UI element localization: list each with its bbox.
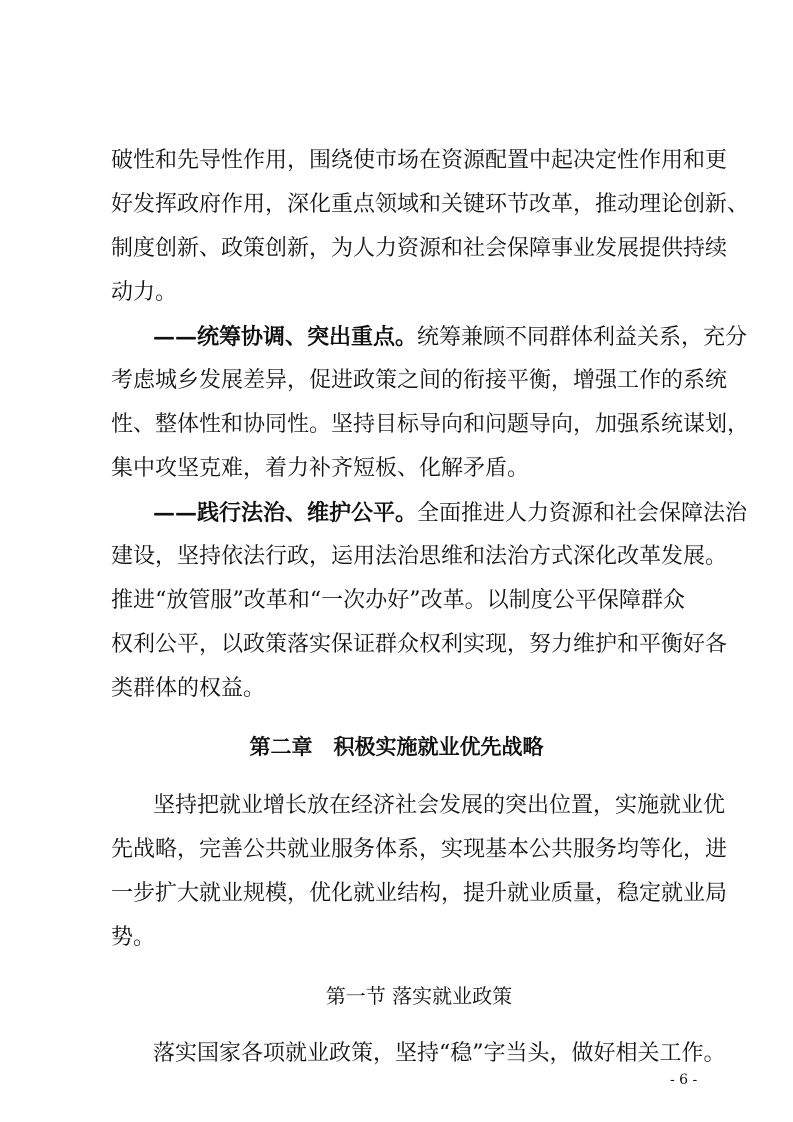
bold-lead: ——践行法治、维护公平。 xyxy=(153,500,418,526)
paragraph-text: 全面推进人力资源和社会保障法治 xyxy=(417,501,748,526)
paragraph-text: 坚持把就业增长放在经济社会发展的突出位置，实施就业优 xyxy=(153,793,726,818)
paragraph-line xyxy=(111,324,748,351)
paragraph-line: 考虑城乡发展差异，促进政策之间的衔接平衡，增强工作的系统 xyxy=(111,368,728,393)
paragraph-text: 落实国家各项就业政策，坚持“稳”字当头，做好相关工作。 xyxy=(153,1041,726,1066)
paragraph-line: 动力。 xyxy=(111,280,178,305)
paragraph-line: 类群体的权益。 xyxy=(111,676,266,701)
paragraph-line: 破性和先导性作用，围绕使市场在资源配置中起决定性作用和更 xyxy=(111,148,728,173)
section-title: 第一节 落实就业政策 xyxy=(325,984,513,1008)
paragraph-line: 势。 xyxy=(111,925,156,950)
paragraph-line: 建设，坚持依法行政，运用法治思维和法治方式深化改革发展。 xyxy=(111,544,728,569)
paragraph-line: 性、整体性和协同性。坚持目标导向和问题导向，加强系统谋划， xyxy=(111,412,750,437)
paragraph-text: 统筹兼顾不同群体利益关系，充分 xyxy=(417,325,748,350)
paragraph-line xyxy=(111,1041,726,1067)
paragraph-line: 权利公平，以政策落实保证群众权利实现，努力维护和平衡好各 xyxy=(111,632,728,657)
paragraph-line xyxy=(111,793,726,819)
page-number: - 6 - xyxy=(670,1072,698,1088)
paragraph-line: 制度创新、政策创新，为人力资源和社会保障事业发展提供持续 xyxy=(111,236,728,261)
paragraph-line: 好发挥政府作用，深化重点领域和关键环节改革，推动理论创新、 xyxy=(111,192,750,217)
bold-lead: ——统筹协调、突出重点。 xyxy=(153,324,418,350)
chapter-title: 第二章 积极实施就业优先战略 xyxy=(249,734,544,759)
paragraph-line: 集中攻坚克难，着力补齐短板、化解矛盾。 xyxy=(111,456,530,481)
paragraph-line xyxy=(111,500,748,527)
paragraph-line: 推进“放管服”改革和“一次办好”改革。以制度公平保障群众 xyxy=(111,588,685,613)
paragraph-line: 先战略，完善公共就业服务体系，实现基本公共服务均等化，进 xyxy=(111,837,728,862)
paragraph-line: 一步扩大就业规模，优化就业结构，提升就业质量，稳定就业局 xyxy=(111,881,728,906)
